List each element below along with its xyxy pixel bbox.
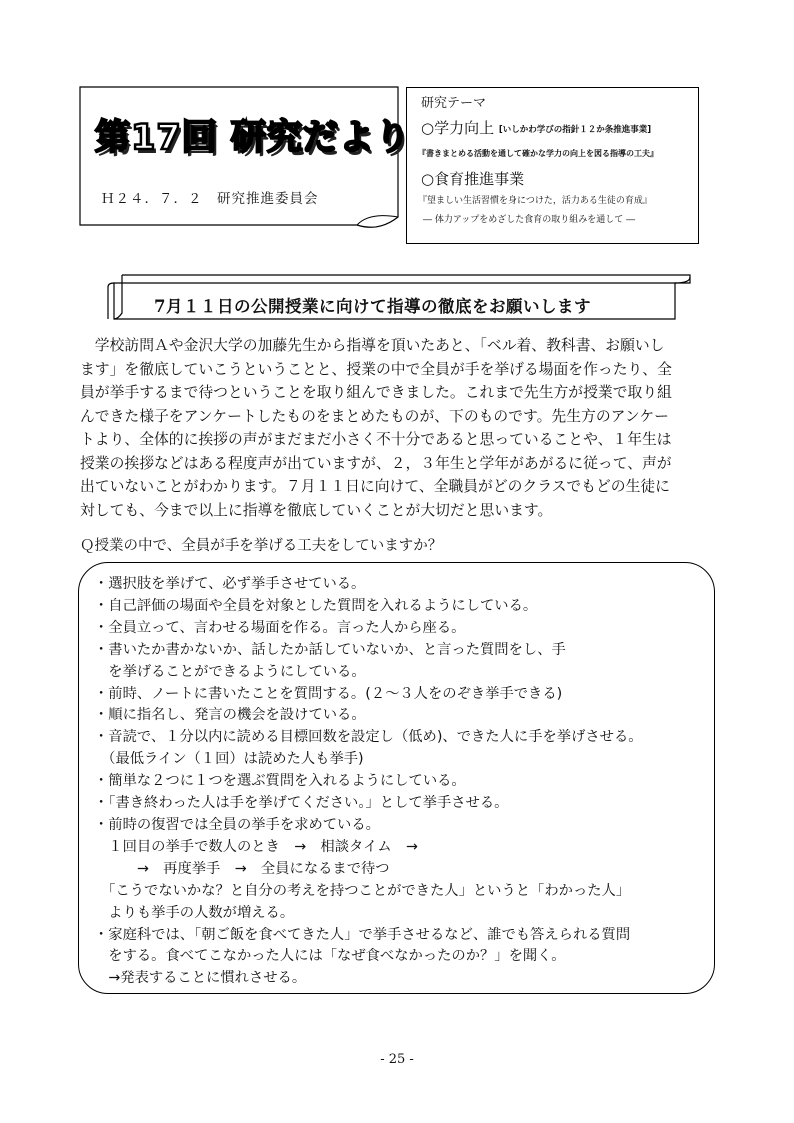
list-item: ・前時、ノートに書いたことを質問する。(２～３人をのぞき挙手できる)	[94, 685, 563, 702]
list-item: ・「書き終わった人は手を挙げてください。」として挙手させる。	[94, 795, 509, 812]
theme-item-academic-sub: [いしかわ学びの指針１２か条推進事業]	[498, 125, 652, 135]
list-item: ・家庭科では、「朝ご飯を食べてきた人」で挙手させるなど、誰でも答えられる質問	[94, 926, 631, 943]
issue-date: Ｈ２４．７．２ 研究推進委員会	[101, 191, 319, 207]
paragraph-line: 出ていないことがわかります。７月１１日に向けて、全職員がどのクラスでもどの生徒に	[80, 478, 670, 495]
list-item: （最低ライン（１回）は読めた人も挙手)	[94, 751, 364, 768]
list-item: をする。食べてこなかった人には「なぜ食べなかったのか？」を聞く。	[94, 948, 566, 965]
theme-item-academic-desc: 『書きまとめる活動を通して確かな学力の向上を図る指導の工夫』	[418, 149, 658, 158]
paragraph-line: んできた様子をアンケートしたものをまとめたものが、下のものです。先生方のアンケー	[80, 407, 669, 425]
paragraph-line: 対しても、今まで以上に指導を徹底していくことが大切だと思います。	[80, 501, 553, 519]
list-item: ・選択肢を挙げて、必ず挙手させている。	[94, 576, 366, 592]
paragraph-line: トより、全体的に挨拶の声がまだまだ小さく不十分であると思っていることや、１年生は	[80, 431, 672, 448]
banner-heading: 7月１１日の公開授業に向けて指導の徹底をお願いします	[154, 297, 591, 316]
research-theme-box	[406, 87, 699, 244]
intro-paragraph	[80, 334, 720, 522]
page-number: - 25 -	[380, 1052, 414, 1067]
list-item: ・自己評価の場面や全員を対象とした質問を入れるようにしている。	[94, 597, 538, 614]
list-item: を挙げることができるようにしている。	[94, 663, 366, 680]
survey-question: Ｑ授業の中で、全員が手を挙げる工夫をしていますか？	[80, 538, 443, 554]
paragraph-line: 授業の挨拶などはある程度声が出ていますが、２，３年生と学年があがるに従って、声が	[80, 454, 672, 472]
theme-item-academic-title: ○学力向上	[421, 119, 495, 137]
list-item: よりも挙手の人数が増える。	[94, 904, 295, 921]
list-item: →発表することに慣れさせる。	[94, 970, 307, 987]
theme-label: 研究テーマ	[421, 96, 487, 111]
list-item: ・書いたか書かないか、話したか話していないか、と言った質問をし、手	[94, 641, 566, 658]
title-box	[79, 86, 411, 230]
list-item: ・順に指名し、発言の機会を設けている。	[94, 707, 366, 724]
list-item: １回目の挙手で数人のとき → 相談タイム →	[94, 838, 418, 855]
list-item: ・簡単な２つに１つを選ぶ質問を入れるようにしている。	[94, 773, 466, 790]
answers-list	[94, 574, 643, 990]
list-item: ・前時の復習では全員の挙手を求めている。	[94, 816, 380, 833]
newsletter-title: 第17回 研究だより	[95, 118, 411, 158]
paragraph-line: ます」を徹底していこうということと、授業の中で全員が手を挙げる場面を作ったり、全	[80, 360, 672, 378]
theme-item-food-title: ○食育推進事業	[421, 170, 525, 188]
list-item: ・音読で、１分以内に読める目標回数を設定し（低め)、できた人に手を挙げさせる。	[94, 729, 643, 746]
list-item: → 再度挙手 → 全員になるまで待つ	[94, 860, 390, 877]
list-item: 「こうでないかな？と自分の考えを持つことができた人」というと「わかった人」	[94, 882, 631, 899]
theme-item-food-sub: ― 体力アップをめざした食育の取り組みを通して ―	[423, 215, 636, 225]
list-item: ・全員立って、言わせる場面を作る。言った人から座る。	[94, 619, 466, 636]
theme-item-food-desc: 『望ましい生活習慣を身につけた，活力ある生徒の育成』	[418, 196, 652, 206]
scroll-banner	[100, 273, 692, 321]
paragraph-line: 学校訪問Ａや金沢大学の加藤先生から指導を頂いたあと、「ベル着、教科書、お願いし	[80, 337, 665, 354]
theme-item-academic	[421, 117, 651, 138]
paragraph-line: 員が挙手するまで待つということを取り組んできました。これまで先生方が授業で取り組	[80, 384, 672, 401]
